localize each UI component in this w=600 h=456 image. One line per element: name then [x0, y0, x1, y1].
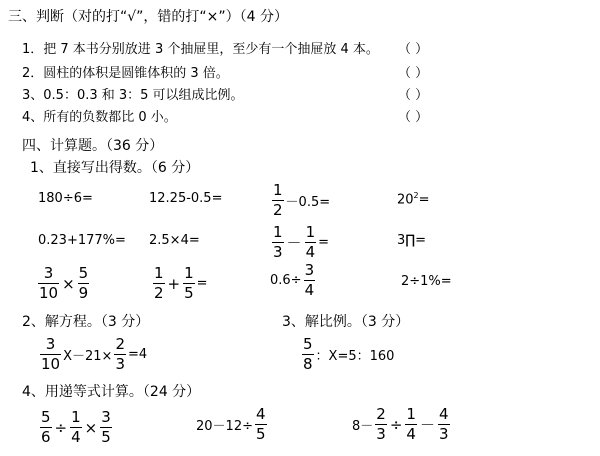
fraction: $\frac{5}{9}$ [78, 264, 89, 302]
mental-calc-1: 180÷6= [38, 191, 93, 206]
fraction: $\frac{1}{4}$ [305, 223, 316, 261]
judge-item-3: 3、0.5：0.3 和 3：5 可以组成比例。 [22, 88, 244, 103]
fraction: $\frac{1}{2}$ [273, 181, 283, 219]
mental-calc-12: 2÷1%= [401, 274, 452, 289]
fraction: $\frac{1}{4}$ [71, 408, 81, 446]
judge-answer-box-4[interactable]: （ ） [398, 110, 429, 125]
judge-item-1: 1．把 7 本书分别放进 3 个抽屉里，至少有一个抽屉放 4 本。 [22, 42, 379, 57]
part2-title: 2、解方程。（3 分） [22, 314, 150, 330]
fraction: $\frac{1}{5}$ [184, 264, 194, 302]
stepwise-calc-1: $\frac{5}{6}$ ÷ $\frac{1}{4}$ × $\frac{3}{5}$ [41, 408, 111, 446]
stepwise-calc-2: 20－12÷ $\frac{4}{5}$ [196, 405, 266, 443]
judge-answer-box-3[interactable]: （ ） [398, 88, 429, 103]
proportion: $\frac{5}{8}$ ：X=5：160 [303, 335, 395, 373]
section4-title: 四、计算题。（36 分） [22, 138, 164, 154]
section3-title: 三、判断（对的打“√”，错的打“×”）（4 分） [8, 9, 289, 25]
part4-title: 4、用递等式计算。（24 分） [22, 384, 201, 400]
mental-calc-8: 3∏= [397, 233, 427, 248]
fraction: $\frac{5}{8}$ [303, 335, 313, 373]
fraction: $\frac{4}{3}$ [438, 405, 449, 443]
fraction: $\frac{4}{5}$ [255, 405, 266, 443]
mental-calc-3: $\frac{1}{2}$ －0.5= [273, 181, 331, 219]
fraction: $\frac{2}{3}$ [376, 405, 386, 443]
judge-answer-box-1[interactable]: （ ） [398, 42, 429, 57]
fraction: $\frac{1}{2}$ [154, 264, 164, 302]
fraction: $\frac{1}{3}$ [273, 223, 283, 261]
judge-item-2: 2．圆柱的体积是圆锥体积的 3 倍。 [22, 66, 229, 81]
mental-calc-2: 12.25-0.5= [149, 191, 223, 206]
fraction: $\frac{1}{4}$ [406, 405, 416, 443]
mental-calc-9: $\frac{3}{10}$ × $\frac{5}{9}$ [39, 264, 89, 302]
mental-calc-7: $\frac{1}{3}$ － $\frac{1}{4}$ = [273, 223, 330, 261]
fraction: $\frac{3}{5}$ [101, 408, 111, 446]
equation: $\frac{3}{10}$ X－21× $\frac{2}{3}$ =4 [41, 335, 148, 373]
fraction: $\frac{3}{4}$ [304, 261, 315, 299]
mental-calc-5: 0.23+177%= [38, 233, 126, 248]
judge-answer-box-2[interactable]: （ ） [398, 66, 429, 81]
part1-title: 1、直接写出得数。（6 分） [30, 160, 200, 176]
fraction: $\frac{3}{10}$ [41, 335, 61, 373]
judge-item-4: 4、所有的负数都比 0 小。 [22, 110, 177, 125]
fraction: $\frac{5}{6}$ [41, 408, 51, 446]
mental-calc-11: 0.6÷ $\frac{3}{4}$ [270, 261, 315, 299]
mental-calc-4: $20^2=$ [397, 191, 430, 208]
fraction: $\frac{2}{3}$ [115, 335, 125, 373]
fraction: $\frac{3}{10}$ [39, 264, 59, 302]
stepwise-calc-3: 8－ $\frac{2}{3}$ ÷ $\frac{1}{4}$ － $\frac{4}{3}$ [352, 405, 449, 443]
mental-calc-6: 2.5×4= [149, 233, 200, 248]
mental-calc-10: $\frac{1}{2}$ + $\frac{1}{5}$ = [154, 264, 208, 302]
part3-title: 3、解比例。（3 分） [282, 314, 410, 330]
